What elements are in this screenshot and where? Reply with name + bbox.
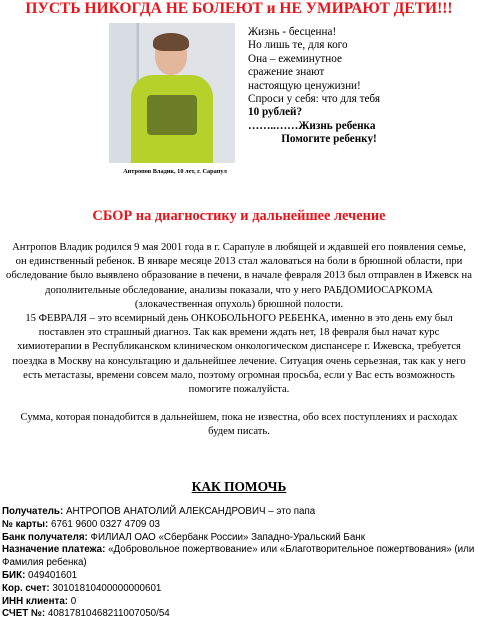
detail-row <box>2 608 476 621</box>
detail-key: Кор. счет: <box>2 582 50 594</box>
page-headline: ПУСТЬ НИКОГДА НЕ БОЛЕЮТ и НЕ УМИРАЮТ ДЕТИ!!! <box>25 0 453 17</box>
child-photo <box>109 23 235 163</box>
story-paragraph: 15 ФЕВРАЛЯ – это всемирный день ОНКОБОЛЬНОГО РЕБЕНКА, именно в это день ему был поставлен это страшный диагноз. Так как времени ждать нет, 18 февраля был начат курс химиотерапии в Республиканском клиническом онкологическом диспансере г. Ижевска, требуется поездка в Москву на консультацию и дальнейшее лечение. Ситуация очень серьезная, так как у него есть метастазы, времени совсем мало, поэтому огромная просьба, если у Вас есть возможность помогите пожалуйста. <box>12 313 466 396</box>
detail-value: 6761 9600 0327 4709 03 <box>48 518 160 530</box>
section-title: СБОР на диагностику и дальнейшее лечение <box>92 208 386 224</box>
detail-key: Получатель: <box>2 506 64 517</box>
poem-line: Она – ежеминутное <box>248 52 342 65</box>
detail-key: БИК: <box>2 569 26 581</box>
poem-line: сражение знают <box>248 66 325 79</box>
detail-value: «Добровольное пожертвование» или «Благотворительное пожертвования» (или Фамилия ребенка) <box>2 544 475 569</box>
detail-value: 0 <box>68 595 77 607</box>
detail-value: АНТРОПОВ АНАТОЛИЙ АЛЕКСАНДРОВИЧ – это папа <box>63 506 316 517</box>
detail-value: 40817810468211007050/54 <box>45 608 170 620</box>
poem-line-child-life: ……..……Жизнь ребенка <box>248 119 376 132</box>
detail-row <box>2 583 476 596</box>
payment-details <box>2 506 476 621</box>
detail-row <box>2 596 476 609</box>
photo-caption: Антропов Владик, 10 лет, г. Сарапул <box>123 168 227 175</box>
detail-key: ИНН клиента: <box>2 595 69 607</box>
story-paragraph: Антропов Владик родился 9 мая 2001 года в г. Сарапуле в любящей и ждавшей его появления семье, он единственный ребенок. В январе месяце 2013 стал жаловаться на боли в брюшной области, при обследование было выявлено образование в печени, в начале февраля 2013 был отправлен в Ижевск на дополнительные обследование, анализы показали, что у него РАБДОМИОСАРКОМА (злокачественная опухоль) брюшной полости. <box>6 242 472 310</box>
poem-line-bold: 10 рублей? <box>248 106 303 119</box>
detail-key: Назначение платежа: <box>2 544 106 556</box>
poem-help-line: Помогите ребенку! <box>281 133 377 146</box>
detail-value: 30101810400000000601 <box>49 582 162 594</box>
poem-line: Но лишь те, для кого <box>248 39 348 52</box>
detail-row <box>2 506 476 519</box>
detail-value: 049401601 <box>25 569 78 581</box>
poem-line: Жизнь - бесценна! <box>248 26 337 38</box>
detail-key: СЧЕТ №: <box>2 608 46 620</box>
detail-value: ФИЛИАЛ ОАО «Сбербанк России» Западно-Уральский Банк <box>87 531 366 543</box>
detail-row <box>2 519 476 532</box>
detail-key: Банк получателя: <box>2 531 88 543</box>
poem-line: Спроси у себя: что для тебя <box>248 93 380 106</box>
detail-row <box>2 532 476 545</box>
poem <box>248 26 428 147</box>
detail-row <box>2 544 476 570</box>
poem-line: настоящую ценужизни! <box>248 79 361 92</box>
story-text <box>6 241 472 440</box>
detail-key: № карты: <box>2 518 49 530</box>
detail-row <box>2 570 476 583</box>
how-to-help-title: КАК ПОМОЧЬ <box>191 479 287 494</box>
story-paragraph: Сумма, которая понадобится в дальнейшем, пока не известна, обо всех поступлениях и расходах будем писать. <box>20 412 458 438</box>
